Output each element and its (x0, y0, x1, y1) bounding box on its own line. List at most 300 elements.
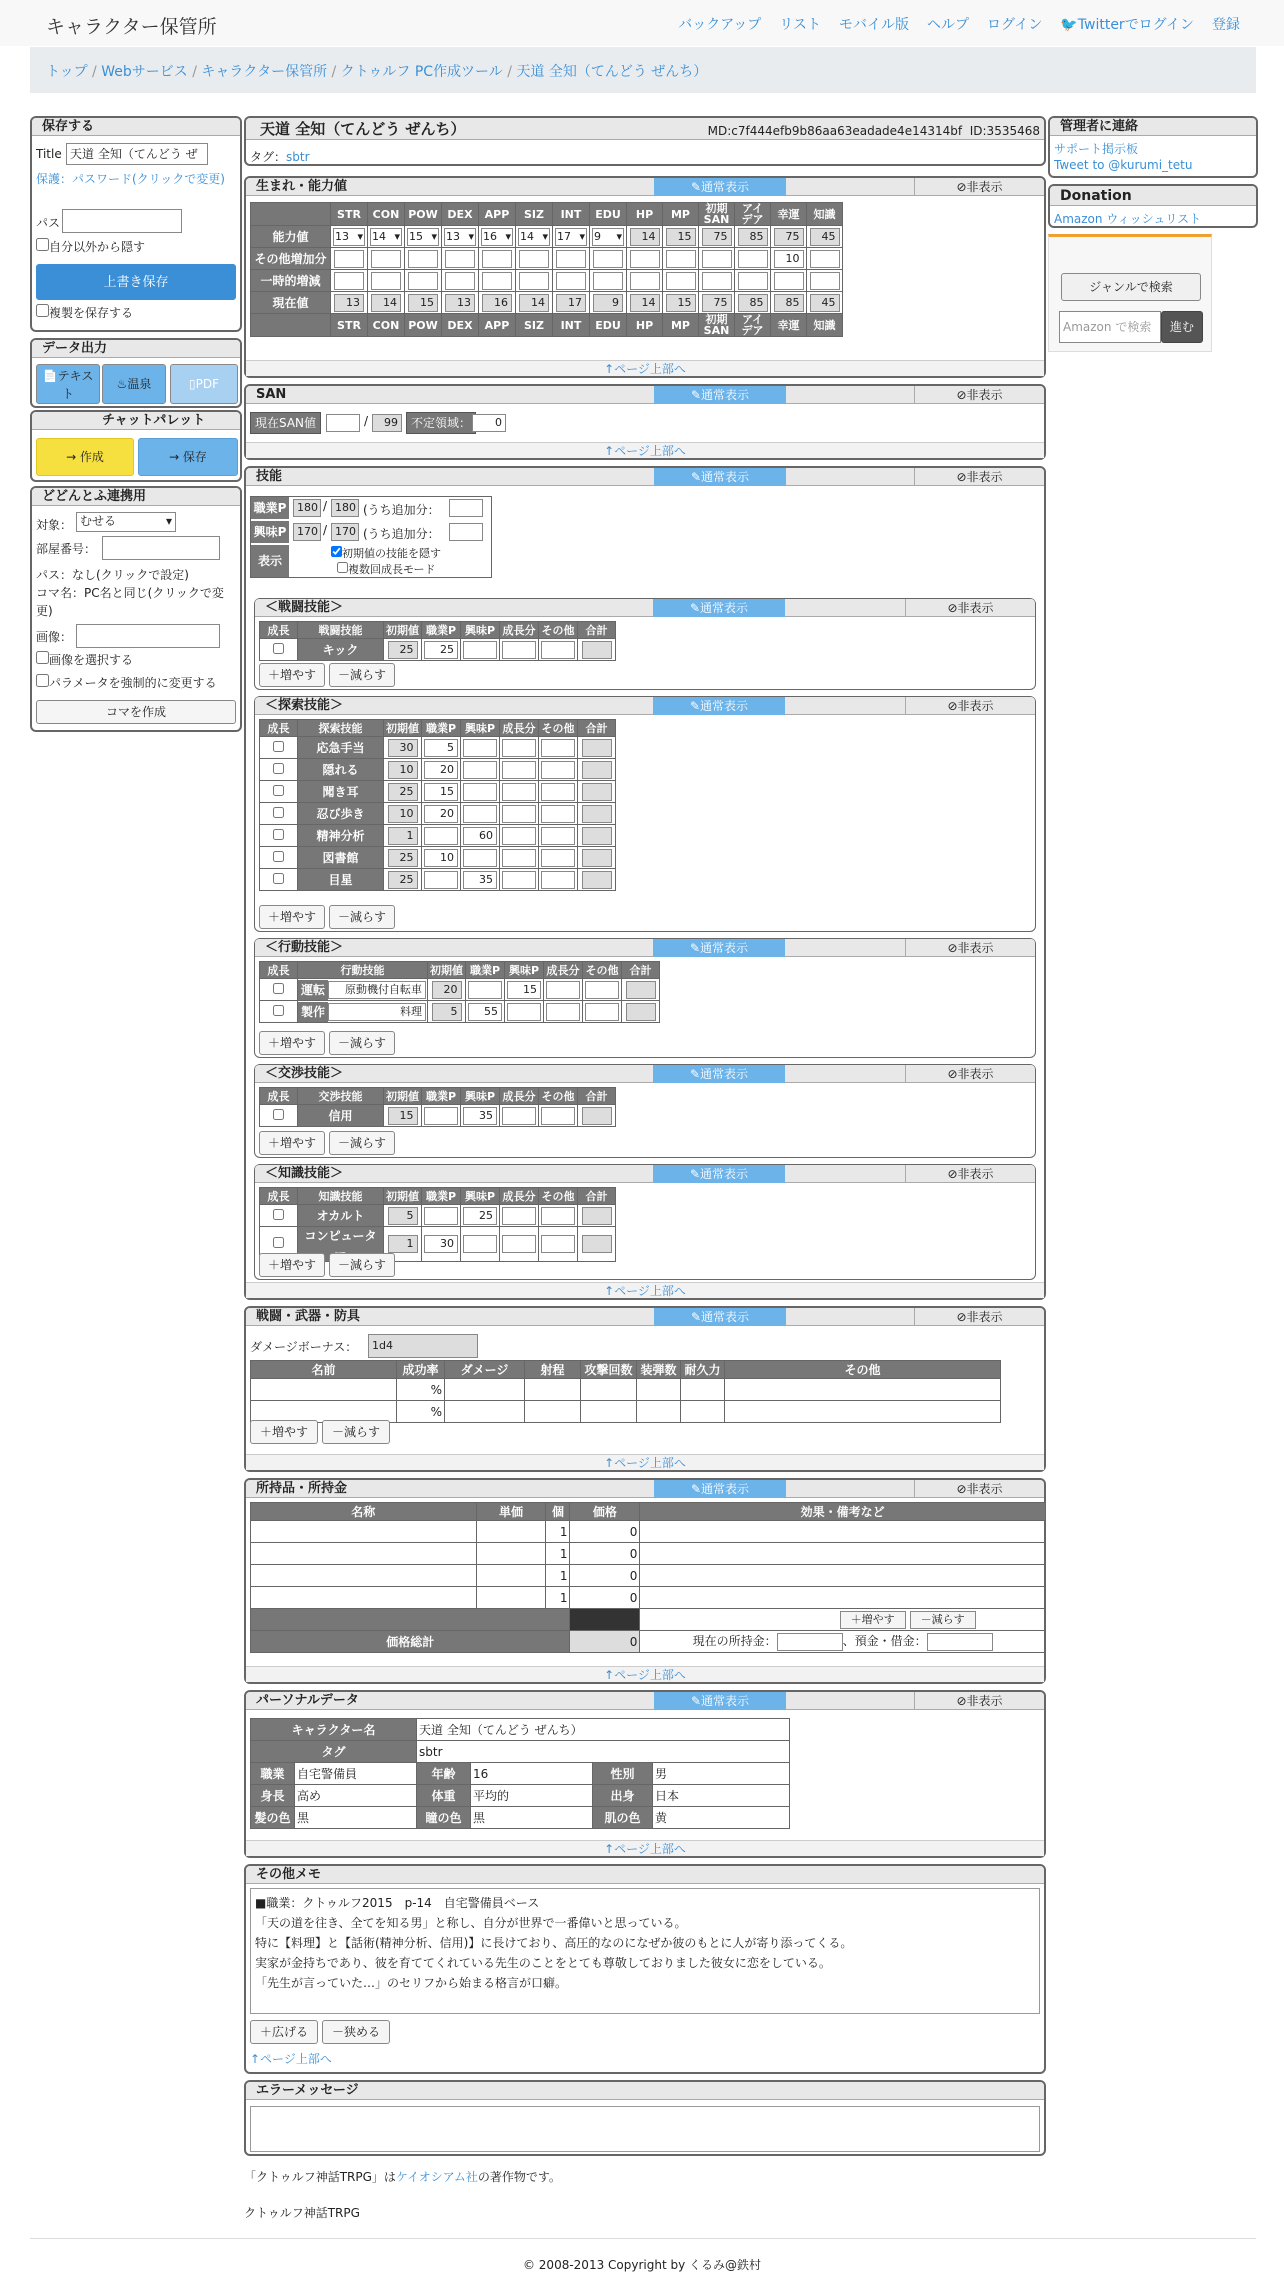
skill-point-input[interactable] (502, 783, 536, 801)
export-onsen-button[interactable]: ♨温泉 (102, 364, 166, 404)
weapon-cell[interactable] (581, 1401, 637, 1423)
skill-point-input[interactable] (541, 761, 575, 779)
skill-col-header: 初期値 (384, 720, 422, 737)
growth-checkbox[interactable] (273, 1237, 284, 1248)
skill-point-input[interactable]: 30 (424, 1235, 458, 1253)
nav-backup[interactable]: バックアップ (678, 17, 762, 33)
amazon-search-input[interactable]: Amazon で検索 (1059, 311, 1161, 343)
room-label: 部屋番号： (36, 542, 97, 556)
know-skills-remove-button[interactable]: －減らす (329, 1253, 395, 1277)
make-koma-button[interactable]: コマを作成 (36, 700, 236, 724)
item-remove-button[interactable]: －減らす (910, 1611, 976, 1629)
palette-save-button[interactable]: → 保存 (138, 438, 238, 476)
ability-temp-input[interactable] (408, 272, 438, 290)
skill-point-input[interactable] (502, 849, 536, 867)
skills-hide-button[interactable]: ⊘非表示 (914, 468, 1044, 486)
personal-normal-button[interactable]: ✎通常表示 (654, 1692, 786, 1710)
eye-field[interactable]: 黒 (471, 1807, 593, 1829)
crumb-web[interactable]: Webサービス (101, 64, 188, 80)
skin-label: 肌の色 (593, 1807, 653, 1829)
ability-cell (771, 226, 807, 248)
export-text-button[interactable]: 📄テキスト (36, 364, 100, 404)
ban-icon: ⊘ (956, 470, 967, 484)
weapon-table (250, 1360, 1001, 1423)
skill-point-input[interactable] (541, 805, 575, 823)
weapon-cell[interactable] (525, 1401, 581, 1423)
weapon-cell[interactable] (637, 1379, 681, 1401)
item-note-input[interactable] (640, 1587, 1046, 1609)
skill-point-input[interactable] (502, 1235, 536, 1253)
skill-point-input[interactable] (507, 1003, 541, 1021)
growth-checkbox[interactable] (273, 1005, 284, 1016)
multi-growth-checkbox[interactable] (337, 562, 348, 573)
skill-point-input[interactable]: 25 (424, 641, 458, 659)
weapon-col-header: ダメージ (445, 1361, 525, 1379)
ability-temp-input[interactable] (445, 272, 475, 290)
ability-other-input[interactable] (371, 250, 401, 268)
ability-temp-input[interactable] (482, 272, 512, 290)
pencil-icon: ✎ (689, 601, 701, 615)
ability-other-input[interactable] (702, 250, 732, 268)
skill-point-input[interactable] (424, 827, 458, 845)
crumb-top[interactable]: トップ (46, 64, 88, 80)
nav-mobile[interactable]: モバイル版 (839, 17, 910, 33)
bath-icon: ♨ (116, 377, 128, 391)
skill-point-input[interactable] (424, 1107, 458, 1125)
age-field[interactable]: 16 (471, 1763, 593, 1785)
skill-point-input[interactable]: 35 (463, 1107, 497, 1125)
weapon-cell[interactable]: % (397, 1401, 445, 1423)
select-image-checkbox[interactable] (36, 651, 49, 664)
item-note-input[interactable] (640, 1521, 1046, 1543)
skill-name: 製作 (298, 1002, 328, 1022)
ability-select[interactable]: 16 ▾ (481, 228, 513, 246)
pagetop-link[interactable]: ↑ページ上部へ (250, 2052, 332, 2066)
growth-checkbox[interactable] (273, 829, 284, 840)
tweet-link[interactable]: Tweet to @kurumi_tetu (1054, 158, 1193, 172)
skill-point-input[interactable]: 10 (424, 849, 458, 867)
ban-icon: ⊘ (947, 1067, 958, 1081)
skill-point-input[interactable]: 60 (463, 827, 497, 845)
ability-cell (479, 248, 516, 270)
skill-point-input[interactable] (502, 871, 536, 889)
growth-checkbox[interactable] (273, 983, 284, 994)
crumb-char[interactable]: 天道 全知（てんどう ぜんち） (516, 64, 708, 80)
skill-point-input[interactable] (502, 1107, 536, 1125)
weapon-remove-button[interactable]: －減らす (322, 1420, 390, 1444)
item-price-input[interactable] (476, 1587, 546, 1609)
nav-twitter-login[interactable]: 🐦Twitterでログイン (1060, 17, 1194, 33)
skill-point-input[interactable] (541, 783, 575, 801)
skill-point-input[interactable] (541, 641, 575, 659)
amazon-go-button[interactable]: 進む (1161, 311, 1203, 343)
ability-cell (590, 270, 627, 292)
skill-point-input[interactable]: 20 (424, 805, 458, 823)
pagetop-link[interactable]: ↑ページ上部へ (246, 442, 1044, 458)
ability-temp-input[interactable] (630, 272, 660, 290)
item-name-input[interactable] (251, 1543, 477, 1565)
ability-select[interactable]: 15 ▾ (407, 228, 439, 246)
protect-link[interactable]: 保護：パスワード(クリックで変更) (36, 172, 225, 186)
action-skills-add-button[interactable]: ＋増やす (259, 1031, 325, 1055)
wishlist-link[interactable]: Amazon ウィッシュリスト (1054, 212, 1202, 226)
pencil-icon: ✎ (689, 699, 701, 713)
ability-current: 15 (666, 294, 696, 312)
ability-other-input[interactable] (556, 250, 586, 268)
growth-checkbox[interactable] (273, 643, 284, 654)
ability-temp-input[interactable] (774, 272, 804, 290)
image-input[interactable] (76, 624, 220, 648)
ability-cell (627, 248, 663, 270)
memo-textarea[interactable]: ■職業：クトゥルフ2015 p-14 自宅警備員ベース 「天の道を往き、全てを知る男」と称し、自分が世界で一番偉いと思っている。 特に【料理】と【話術(精神分析、信用)】に長けており、高圧的なのになぜか彼のもとに人が寄り添ってくる。 実家が金持ちであり、彼を育ててくれている先生のことをとても尊敬しておりました彼女に恋をしている。 「先生が言っていた…」のセリフから始まる格言が口癖。 (250, 1888, 1040, 2014)
pagetop-link[interactable]: ↑ページ上部へ (246, 1666, 1044, 1682)
ability-corner (251, 314, 331, 337)
debt-input[interactable] (927, 1633, 993, 1651)
item-name-input[interactable] (251, 1565, 477, 1587)
ability-current: 9 (593, 294, 623, 312)
breadcrumb: トップ / Webサービス / キャラクター保管所 / クトゥルフ PC作成ツール / 天道 全知（てんどう ぜんち） (30, 47, 1256, 93)
ability-current: 14 (519, 294, 549, 312)
skill-point-input[interactable] (502, 805, 536, 823)
hide-checkbox[interactable] (36, 238, 49, 251)
ability-other-input[interactable] (593, 250, 623, 268)
growth-checkbox[interactable] (273, 741, 284, 752)
crumb-storage[interactable]: キャラクター保管所 (201, 64, 328, 80)
weapon-cell[interactable] (445, 1401, 525, 1423)
item-add-button[interactable]: ＋増やす (840, 1611, 906, 1629)
item-qty-input[interactable]: 1 (546, 1587, 570, 1609)
action-skills-hide-button[interactable]: ⊘非表示 (905, 939, 1035, 957)
growth-checkbox[interactable] (273, 1209, 284, 1220)
ability-select[interactable]: 9 ▾ (592, 228, 624, 246)
crumb-tool[interactable]: クトゥルフ PC作成ツール (340, 64, 503, 80)
pagetop-link[interactable]: ↑ページ上部へ (246, 1282, 1044, 1298)
memo-shrink-button[interactable]: －狭める (322, 2020, 390, 2044)
weapon-cell[interactable] (251, 1379, 397, 1401)
ability-current: 14 (371, 294, 401, 312)
skill-name: 目星 (298, 869, 384, 891)
weapons-hide-button[interactable]: ⊘非表示 (914, 1308, 1044, 1326)
item-note-input[interactable] (640, 1565, 1046, 1587)
ability-cell (807, 270, 843, 292)
room-input[interactable] (102, 536, 220, 560)
ability-other-input[interactable] (738, 250, 768, 268)
action-skills-normal-button[interactable]: ✎通常表示 (653, 939, 785, 957)
abilities-hide-button[interactable]: ⊘非表示 (914, 178, 1044, 196)
battle-skills-remove-button[interactable]: －減らす (329, 663, 395, 687)
skill-point-input[interactable] (463, 783, 497, 801)
job-extra-input[interactable] (449, 499, 483, 517)
know-skills-add-button[interactable]: ＋増やす (259, 1253, 325, 1277)
san-normal-button[interactable]: ✎通常表示 (654, 386, 786, 404)
export-pdf-button[interactable]: ▯PDF (170, 364, 238, 404)
nav-register[interactable]: 登録 (1212, 17, 1240, 33)
ability-temp-input[interactable] (334, 272, 364, 290)
weapon-cell[interactable] (725, 1379, 1001, 1401)
personal-hide-button[interactable]: ⊘非表示 (914, 1692, 1044, 1710)
battle-skills-add-button[interactable]: ＋増やす (259, 663, 325, 687)
item-qty-input[interactable]: 1 (546, 1521, 570, 1543)
interest-extra-input[interactable] (449, 523, 483, 541)
ability-select[interactable]: 17 ▾ (555, 228, 587, 246)
skill-point-input[interactable] (502, 1207, 536, 1225)
donation-title: Donation (1050, 186, 1256, 206)
item-price-input[interactable] (476, 1521, 546, 1543)
ability-col-header: アイデア (735, 314, 771, 337)
explore-skills-hide-button[interactable]: ⊘非表示 (905, 697, 1035, 715)
origin-field[interactable]: 日本 (653, 1785, 790, 1807)
skill-point-input[interactable] (541, 1235, 575, 1253)
skill-total (582, 827, 612, 845)
growth-checkbox[interactable] (273, 763, 284, 774)
growth-checkbox[interactable] (273, 1109, 284, 1120)
skill-point-input[interactable]: 55 (468, 1003, 502, 1021)
pass-label: パス (36, 216, 61, 230)
skill-point-input[interactable] (463, 805, 497, 823)
chaosium-link[interactable]: ケイオシアム社 (395, 2170, 478, 2184)
skill-point-input[interactable] (541, 871, 575, 889)
skill-point-input[interactable] (463, 1235, 497, 1253)
ability-cell (516, 248, 553, 270)
ability-other-input[interactable] (482, 250, 512, 268)
money-input[interactable] (777, 1633, 843, 1651)
skill-point-input[interactable]: 15 (507, 981, 541, 999)
item-qty-input[interactable]: 1 (546, 1565, 570, 1587)
explore-skills-normal-button[interactable]: ✎通常表示 (653, 697, 785, 715)
skill-point-input[interactable] (585, 981, 619, 999)
skill-point-input[interactable] (424, 1207, 458, 1225)
skill-point-input[interactable] (541, 739, 575, 757)
abilities-title: 生まれ・能力値 (256, 179, 348, 194)
ability-other-input[interactable] (445, 250, 475, 268)
skill-col-header: 興味P (461, 720, 500, 737)
ability-other-input[interactable] (408, 250, 438, 268)
pencil-icon: ✎ (689, 941, 701, 955)
nego-skills-add-button[interactable]: ＋増やす (259, 1131, 325, 1155)
ability-other-input[interactable] (519, 250, 549, 268)
weapon-cell[interactable]: % (397, 1379, 445, 1401)
skill-point-input[interactable] (541, 1107, 575, 1125)
skill-point-input[interactable] (463, 641, 497, 659)
item-note-input[interactable] (640, 1543, 1046, 1565)
ban-icon: ⊘ (956, 388, 967, 402)
ability-select[interactable]: 14 ▾ (370, 228, 402, 246)
skin-field[interactable]: 黄 (653, 1807, 790, 1829)
skill-col-header: 職業P (422, 720, 461, 737)
pagetop-link[interactable]: ↑ページ上部へ (246, 1454, 1044, 1470)
skill-point-input[interactable] (502, 827, 536, 845)
action-skills-remove-button[interactable]: －減らす (329, 1031, 395, 1055)
char-name-field[interactable]: 天道 全知（てんどう ぜんち） (417, 1719, 790, 1741)
ability-other-input[interactable]: 10 (774, 250, 804, 268)
skill-total (582, 805, 612, 823)
items-hide-button[interactable]: ⊘非表示 (914, 1480, 1044, 1498)
skill-col-header: その他 (539, 720, 578, 737)
skill-point-input[interactable]: 15 (424, 783, 458, 801)
ability-cell (807, 292, 843, 314)
ability-temp-input[interactable] (556, 272, 586, 290)
pass-input[interactable] (62, 209, 182, 233)
skill-point-input[interactable]: 20 (424, 761, 458, 779)
weapon-cell[interactable] (445, 1379, 525, 1401)
skill-point-input[interactable] (424, 871, 458, 889)
force-param-checkbox[interactable] (36, 674, 49, 687)
support-link[interactable]: サポート掲示板 (1054, 142, 1139, 156)
skill-point-input[interactable] (468, 981, 502, 999)
nego-skills-hide-button[interactable]: ⊘非表示 (905, 1065, 1035, 1083)
item-price-input[interactable] (476, 1565, 546, 1587)
force-param-label: パラメータを強制的に変更する (49, 676, 217, 690)
weapon-cell[interactable] (525, 1379, 581, 1401)
contact-panel (1048, 116, 1258, 178)
hide-initial-checkbox[interactable] (331, 546, 342, 557)
skill-point-input[interactable] (502, 641, 536, 659)
skill-point-input[interactable] (463, 849, 497, 867)
ability-other-input[interactable] (810, 250, 840, 268)
explore-skills-add-button[interactable]: ＋増やす (259, 905, 325, 929)
weapon-cell[interactable] (637, 1401, 681, 1423)
ability-other-input[interactable] (666, 250, 696, 268)
skill-col-header: 成長分 (500, 622, 539, 639)
growth-checkbox[interactable] (273, 807, 284, 818)
job-field[interactable]: 自宅警備員 (295, 1763, 417, 1785)
skill-detail-input[interactable]: 原動機付自転車 (328, 981, 426, 999)
ability-select[interactable]: 13 ▾ (333, 228, 365, 246)
ability-col-header: INT (553, 314, 590, 337)
skill-row (260, 1001, 660, 1023)
know-skills-table (259, 1187, 616, 1262)
ability-cell (663, 248, 699, 270)
chevron-down-icon: ▾ (579, 229, 585, 243)
skills-normal-button[interactable]: ✎通常表示 (654, 468, 786, 486)
skill-point-input[interactable]: 25 (463, 1207, 497, 1225)
interest-points-total: 170 (331, 523, 359, 541)
nego-skills-normal-button[interactable]: ✎通常表示 (653, 1065, 785, 1083)
tag-field[interactable]: sbtr (417, 1741, 790, 1763)
tag-link[interactable]: sbtr (286, 150, 310, 164)
brand-title[interactable]: キャラクター保管所 (46, 16, 217, 38)
ability-temp-input[interactable] (738, 272, 768, 290)
abilities-normal-button[interactable]: ✎通常表示 (654, 178, 786, 196)
skill-point-input[interactable]: 35 (463, 871, 497, 889)
ability-temp-input[interactable] (519, 272, 549, 290)
nav-login[interactable]: ログイン (987, 17, 1043, 33)
current-san-input[interactable] (326, 414, 360, 432)
ability-temp-input[interactable] (810, 272, 840, 290)
weapons-normal-button[interactable]: ✎通常表示 (654, 1308, 786, 1326)
palette-create-button[interactable]: → 作成 (36, 438, 134, 476)
skill-point-input[interactable] (463, 761, 497, 779)
item-qty-input[interactable]: 1 (546, 1543, 570, 1565)
nav-help[interactable]: ヘルプ (927, 17, 970, 33)
pagetop-link[interactable]: ↑ページ上部へ (246, 1840, 1044, 1856)
skill-point-input[interactable] (585, 1003, 619, 1021)
koma-name-link[interactable]: コマ名：PC名と同じ(クリックで変更) (36, 586, 224, 618)
error-textarea[interactable] (250, 2106, 1040, 2152)
skill-point-input[interactable] (502, 739, 536, 757)
know-skills-normal-button[interactable]: ✎通常表示 (653, 1165, 785, 1183)
skill-point-input[interactable] (541, 1207, 575, 1225)
pass-setting-link[interactable]: パス：なし(クリックで設定) (36, 568, 189, 582)
growth-checkbox[interactable] (273, 851, 284, 862)
ability-cell (442, 292, 479, 314)
chevron-down-icon: ▾ (165, 514, 172, 528)
skill-detail-input[interactable]: 料理 (328, 1003, 426, 1021)
skill-point-input[interactable] (546, 981, 580, 999)
ability-current: 16 (482, 294, 512, 312)
weapon-cell[interactable] (581, 1379, 637, 1401)
ability-col-header: APP (479, 314, 516, 337)
pagetop-link[interactable]: ↑ページ上部へ (246, 360, 1044, 376)
know-skills-hide-button[interactable]: ⊘非表示 (905, 1165, 1035, 1183)
item-price-input[interactable] (476, 1543, 546, 1565)
items-normal-button[interactable]: ✎通常表示 (654, 1480, 786, 1498)
target-select[interactable]: むせる ▾ (76, 512, 176, 532)
item-name-input[interactable] (251, 1587, 477, 1609)
skill-point-input[interactable] (463, 739, 497, 757)
weapon-cell[interactable] (681, 1379, 725, 1401)
weight-field[interactable]: 平均的 (471, 1785, 593, 1807)
ability-select[interactable]: 13 ▾ (444, 228, 476, 246)
ability-temp-input[interactable] (593, 272, 623, 290)
ability-temp-input[interactable] (666, 272, 696, 290)
skill-col-header: 初期値 (384, 1088, 422, 1105)
save-panel (30, 116, 242, 332)
item-name-input[interactable] (251, 1521, 477, 1543)
skill-point-input[interactable] (546, 1003, 580, 1021)
ability-value: 75 (774, 228, 804, 246)
copy-checkbox[interactable] (36, 304, 49, 317)
target-label: 対象： (36, 518, 73, 532)
battle-skills-normal-button[interactable]: ✎通常表示 (653, 599, 785, 617)
export-panel (30, 338, 242, 408)
skill-point-input[interactable] (541, 849, 575, 867)
overwrite-save-button[interactable]: 上書き保存 (36, 264, 236, 300)
battle-skills-hide-button[interactable]: ⊘非表示 (905, 599, 1035, 617)
height-field[interactable]: 高め (295, 1785, 417, 1807)
ability-other-input[interactable] (630, 250, 660, 268)
skill-initial: 25 (388, 783, 418, 801)
ability-temp-input[interactable] (371, 272, 401, 290)
ability-temp-input[interactable] (702, 272, 732, 290)
skill-point-input[interactable]: 5 (424, 739, 458, 757)
skill-point-input[interactable] (502, 761, 536, 779)
ability-col-header: 初期SAN (699, 203, 735, 226)
weapon-add-button[interactable]: ＋増やす (250, 1420, 318, 1444)
explore-skills-remove-button[interactable]: －減らす (329, 905, 395, 929)
skill-point-input[interactable] (541, 827, 575, 845)
memo-expand-button[interactable]: ＋広げる (250, 2020, 318, 2044)
title-input[interactable]: 天道 全知（てんどう ぜ (66, 143, 208, 165)
debt-label: 、預金・借金： (842, 1634, 927, 1649)
hair-field[interactable]: 黒 (295, 1807, 417, 1829)
nego-skills-remove-button[interactable]: －減らす (329, 1131, 395, 1155)
weapon-cell[interactable] (725, 1401, 1001, 1423)
memo-title: その他メモ (246, 1866, 1044, 1884)
sex-field[interactable]: 男 (653, 1763, 790, 1785)
ability-select[interactable]: 14 ▾ (518, 228, 550, 246)
growth-checkbox[interactable] (273, 785, 284, 796)
skill-col-header: 探索技能 (298, 720, 384, 737)
ability-other-input[interactable] (334, 250, 364, 268)
growth-checkbox[interactable] (273, 873, 284, 884)
nav-list[interactable]: リスト (779, 17, 822, 33)
unnatural-input[interactable]: 0 (472, 414, 506, 432)
interest-extra-label: (うち追加分： (363, 527, 440, 541)
san-hide-button[interactable]: ⊘非表示 (914, 386, 1044, 404)
genre-search-button[interactable]: ジャンルで検索 (1061, 273, 1201, 301)
weapon-cell[interactable] (681, 1401, 725, 1423)
